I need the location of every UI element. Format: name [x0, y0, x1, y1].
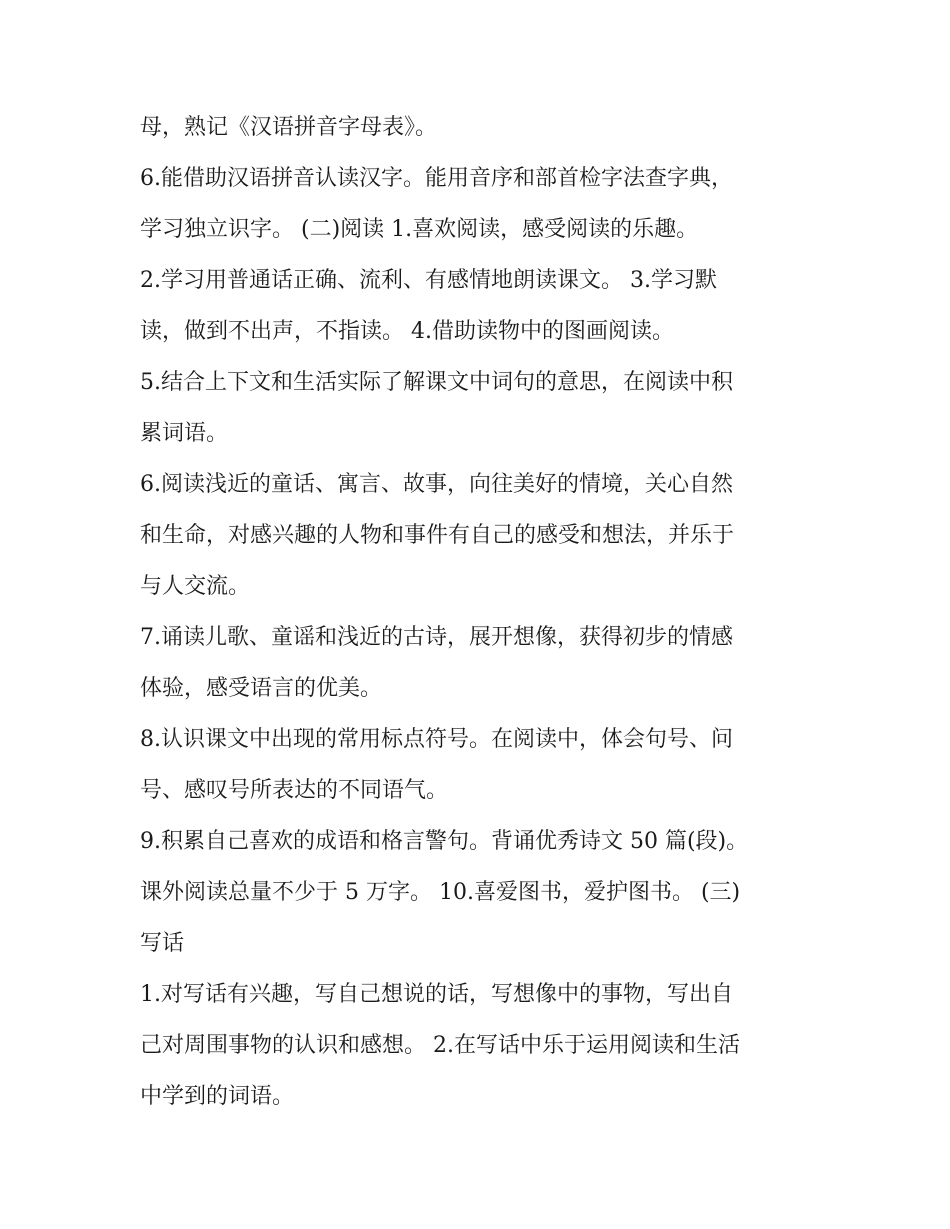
text-line: 累词语。 [140, 421, 229, 446]
text-line: 学习独立识字。 (二)阅读 1.喜欢阅读，感受阅读的乐趣。 [140, 217, 699, 242]
text-line: 中学到的词语。 [140, 1084, 295, 1109]
text-line: 母，熟记《汉语拼音字母表》。 [140, 115, 438, 140]
text-line: 1.对写话有兴趣，写自己想说的话，写想像中的事物，写出自 [140, 982, 733, 1007]
text-line: 8.认识课文中出现的常用标点符号。在阅读中，体会句号、问 [140, 727, 733, 752]
body-text [140, 102, 820, 1122]
text-line: 5.结合上下文和生活实际了解课文中词句的意思，在阅读中积 [140, 370, 733, 395]
text-line: 写话 [140, 931, 185, 956]
text-line: 体验，感受语言的优美。 [140, 676, 383, 701]
text-line: 和生命，对感兴趣的人物和事件有自己的感受和想法，并乐于 [140, 523, 735, 548]
text-line: 6.能借助汉语拼音认读汉字。能用音序和部首检字法查字典， [140, 166, 733, 191]
text-line: 与人交流。 [140, 574, 251, 599]
text-line: 7.诵读儿歌、童谣和浅近的古诗，展开想像，获得初步的情感 [140, 625, 733, 650]
text-line: 6.阅读浅近的童话、寓言、故事，向往美好的情境，关心自然 [140, 472, 733, 497]
text-line: 9.积累自己喜欢的成语和格言警句。背诵优秀诗文 50 篇(段)。 [140, 829, 749, 854]
text-line: 课外阅读总量不少于 5 万字。 10.喜爱图书，爱护图书。 (三) [140, 880, 741, 905]
text-line: 号、感叹号所表达的不同语气。 [140, 778, 449, 803]
text-line: 读，做到不出声，不指读。 4.借助读物中的图画阅读。 [140, 319, 674, 344]
text-line: 己对周围事物的认识和感想。 2.在写话中乐于运用阅读和生活 [140, 1033, 740, 1058]
text-line: 2.学习用普通话正确、流利、有感情地朗读课文。 3.学习默 [140, 268, 717, 293]
